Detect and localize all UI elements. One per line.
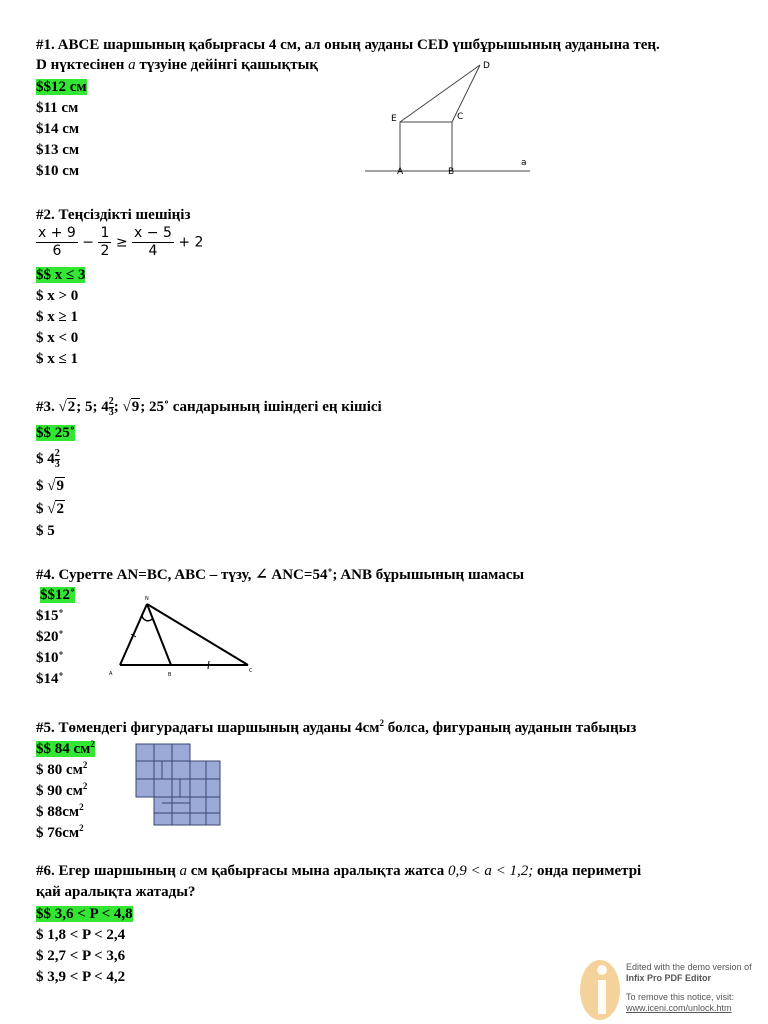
q5-title: #5. Төмендегі фигурадағы шаршының ауданы $4см^2$ болса, фигураның ауданын табыңыз xyxy=(36,718,637,736)
q5-option-4: $ $76см^2$ xyxy=(36,823,84,841)
q4-correct: $$12˚ xyxy=(40,587,75,603)
q3-option-3: $ √2 xyxy=(36,501,64,517)
q3-option-1: $ 4 $\frac{2}{3}$ xyxy=(36,448,60,471)
watermark-line1: Edited with the demo version of xyxy=(626,962,752,972)
q2-correct: $$ x ≤ 3 xyxy=(36,267,86,283)
q5-option-1: $ 80 $см^2$ xyxy=(36,760,88,778)
q2-geq: ≥ xyxy=(115,234,128,251)
q4-option-2: $20˚ xyxy=(36,629,64,645)
q2-option-2: $ x ≥ 1 xyxy=(36,309,78,325)
q1-correct: $$12 см xyxy=(36,79,87,95)
q6-title-line2: қай аралықта жатады? xyxy=(36,884,196,900)
q2-frac3-num: x − 5 xyxy=(134,225,172,241)
q1-label-c: C xyxy=(457,112,464,122)
q1-option-1: $11 см xyxy=(36,100,79,116)
q3-option-2: $ √9 xyxy=(36,478,64,494)
q6-var-a: a xyxy=(179,863,187,879)
q1-label-b: B xyxy=(448,167,455,177)
q3-title: #3. √2; 5; 4 $\frac{2}{3}$ ; √9; 25˚ сандарының ішіндегі ең кішісі xyxy=(36,396,382,419)
q5-correct: $$ 84 $см^2$ xyxy=(36,739,95,757)
watermark-link[interactable]: www.iceni.com/unlock.htm xyxy=(626,1003,732,1013)
infix-logo-icon xyxy=(578,958,622,1022)
watermark-line2: Infix Pro PDF Editor xyxy=(626,973,712,983)
q4-option-1: $15˚ xyxy=(36,608,64,624)
q2-minus: − xyxy=(82,234,95,251)
q3-correct: $$ 25˚ xyxy=(36,425,75,441)
q1-label-a-point: A xyxy=(397,167,404,177)
q3-sqrt2: 2 xyxy=(67,399,76,415)
q1-title: #1. ABCE шаршының қабырғасы 4 см, ал оның ауданы CED үшбұрышының ауданына тең. xyxy=(36,37,660,53)
q6-correct: $$ 3,6 < P < 4,8 xyxy=(36,906,133,922)
q2-frac2-num: 1 xyxy=(100,225,110,241)
q2-frac3-den: 4 xyxy=(148,243,158,259)
q4-label-c: C xyxy=(249,668,253,674)
watermark-text xyxy=(626,962,752,1014)
q4-label-b: B xyxy=(168,672,172,678)
q6-option-2: $ 2,7 < P < 3,6 xyxy=(36,948,126,964)
q1-line2-b: түзуіне дейінгі қашықтық xyxy=(135,57,318,73)
q2-title: #2. Теңсіздікті шешіңіз xyxy=(36,207,191,223)
q4-title: #4. Суретте AN=BC, ABC – түзу, ∠ ANC=54˚; ANB бұрышының шамасы xyxy=(36,567,525,583)
q2-frac1-num: x + 9 xyxy=(38,225,76,241)
q1-line2-a: D нүктесінен xyxy=(36,57,129,73)
q3-sqrt9: 9 xyxy=(131,399,140,415)
q2-plus2: + 2 xyxy=(178,234,204,251)
q6-option-3: $ 3,9 < P < 4,2 xyxy=(36,969,126,985)
q5-option-3: $ $88см^2$ xyxy=(36,802,84,820)
q4-figure xyxy=(105,590,265,680)
q5-figure xyxy=(132,740,228,828)
q4-option-4: $14˚ xyxy=(36,671,64,687)
q4-label-n: N xyxy=(145,596,149,602)
q6-option-1: $ 1,8 < P < 2,4 xyxy=(36,927,126,943)
q1-var-a: a xyxy=(128,57,136,73)
q4-label-a: A xyxy=(109,671,113,677)
q2-inequality xyxy=(36,225,203,260)
q1-label-e: E xyxy=(391,114,397,124)
q3-option-4: $ 5 xyxy=(36,523,55,539)
q2-option-1: $ x > 0 xyxy=(36,288,79,304)
q1-option-2: $14 см xyxy=(36,121,80,137)
q1-option-3: $13 см xyxy=(36,142,80,158)
q2-frac1-den: 6 xyxy=(52,243,62,259)
q2-option-3: $ x < 0 xyxy=(36,330,79,346)
q1-figure xyxy=(360,55,535,180)
q2-option-4: $ x ≤ 1 xyxy=(36,351,78,367)
watermark-line3: To remove this notice, visit: xyxy=(626,992,735,1002)
q4-option-3: $10˚ xyxy=(36,650,64,666)
q2-frac2-den: 2 xyxy=(100,243,110,259)
q1-line2 xyxy=(36,55,318,75)
q1-label-line-a: a xyxy=(521,158,527,168)
q6-title: #6. Егер шаршының a см қабырғасы мына аралықта жатса 0,9 < a < 1,2; онда периметрі xyxy=(36,863,642,879)
q1-option-4: $10 см xyxy=(36,163,80,179)
q6-interval: 0,9 < a < 1,2; xyxy=(448,863,534,879)
q1-label-d: D xyxy=(483,61,490,71)
q5-option-2: $ 90 $см^2$ xyxy=(36,781,88,799)
